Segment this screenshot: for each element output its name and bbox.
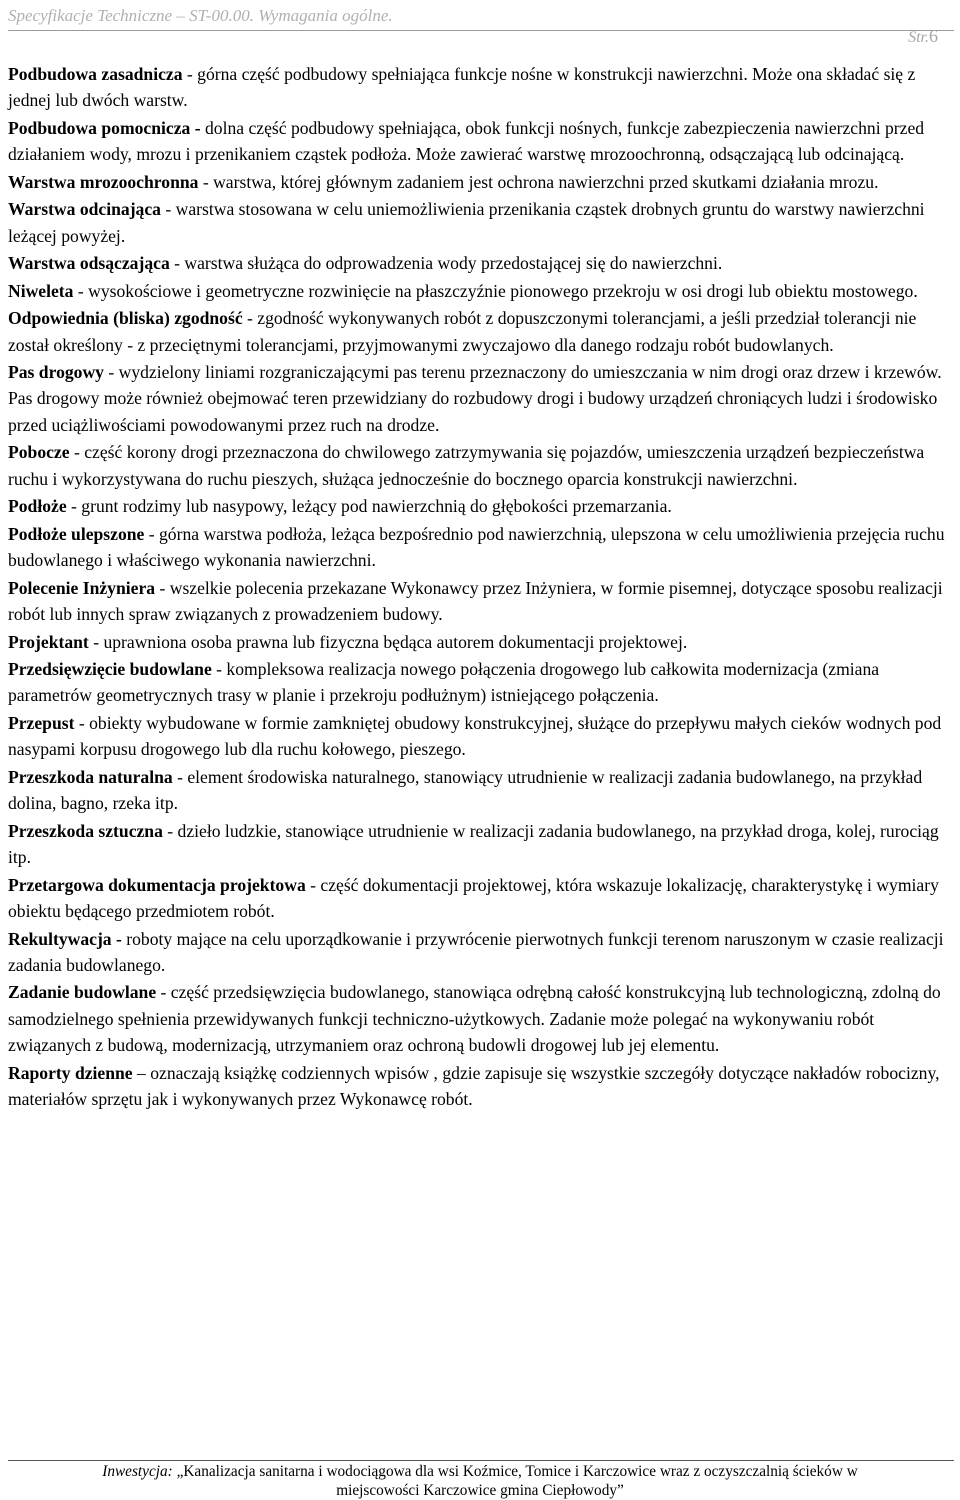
footer-line-1-text: „Kanalizacja sanitarna i wodociągowa dla wsi Koźmice, Tomice i Karczowice wraz z oczyszczalnią ścieków w bbox=[172, 1463, 858, 1480]
footer-divider bbox=[8, 1460, 954, 1461]
definition-text: - górna część podbudowy spełniająca funkcje nośne w konstrukcji nawierzchni. Może ona składać się z jednej lub dwóch warstw. bbox=[8, 64, 916, 111]
definition-term: Raporty dzienne bbox=[8, 1062, 133, 1083]
definition-text: - uprawniona osoba prawna lub fizyczna będąca autorem dokumentacji projektowej. bbox=[88, 631, 688, 652]
definition-entry bbox=[8, 493, 954, 519]
definition-term: Podbudowa zasadnicza bbox=[8, 64, 183, 84]
definition-text: - obiekty wybudowane w formie zamkniętej obudowy konstrukcyjnej, służące do przepływu małych cieków wodnych pod nasypami korpusu drogowego lub dla ruchu kołowego, pieszego. bbox=[8, 712, 942, 760]
page-header bbox=[0, 0, 960, 46]
page-footer bbox=[0, 1456, 960, 1500]
definition-entry bbox=[8, 764, 954, 817]
definition-entry bbox=[8, 979, 954, 1058]
definition-term: Warstwa mrozoochronna bbox=[8, 171, 199, 192]
definition-term: Przetargowa dokumentacja projektowa bbox=[8, 874, 306, 895]
definition-text: - kompleksowa realizacja nowego połączenia drogowego lub całkowita modernizacja (zmiana parametrów geometrycznych trasy w planie i przekroju podłużnym) istniejącego połączenia. bbox=[8, 658, 880, 706]
definition-text: - górna warstwa podłoża, leżąca bezpośrednio pod nawierzchnią, ulepszona w celu umożliwienia przejęcia ruchu budowlanego i właściwego wykonania nawierzchni. bbox=[8, 523, 945, 571]
definition-term: Podłoże bbox=[8, 496, 67, 517]
definition-entry bbox=[8, 872, 954, 925]
page-number-value: 6 bbox=[929, 26, 938, 46]
definition-entry bbox=[8, 305, 954, 358]
definition-text: - część korony drogi przeznaczona do chwilowego zatrzymywania się pojazdów, umieszczenia urządzeń bezpieczeństwa ruchu i wykorzystywana do ruchu pieszych, służąca jednocześnie do bocznego oparcia konstrukcji nawierzchni. bbox=[8, 442, 925, 489]
definition-text: - część przedsięwzięcia budowlanego, stanowiąca odrębną całość konstrukcyjną lub technologiczną, zdolną do samodzielnego spełnienia przewidywanych funkcji techniczno-użytkowych. Zadanie może polegać na wykonywaniu robót związanych z budową, modernizacją, utrzymaniem oraz ochroną budowli drogowej lub jej elementu. bbox=[8, 982, 941, 1056]
definition-text: - warstwa służąca do odprowadzenia wody przedostającej się do nawierzchni. bbox=[169, 253, 723, 274]
definition-entry bbox=[8, 818, 954, 871]
footer-line-2: miejscowości Karczowice gmina Ciepłowody” bbox=[336, 1482, 624, 1499]
definition-term: Przedsięwzięcie budowlane bbox=[8, 658, 212, 679]
definition-entry bbox=[8, 1060, 954, 1113]
definition-text: roboty mające na celu uporządkowanie i przywrócenie pierwotnych funkcji terenom naruszonym w czasie realizacji zadania budowlanego. bbox=[8, 928, 944, 975]
definition-text: - zgodność wykonywanych robót z dopuszczonymi tolerancjami, a jeśli przedział tolerancji nie został określony - z przeciętnymi tolerancjami, przyjmowanymi zwyczajowo dla danego rodzaju robót budowlanych. bbox=[8, 308, 917, 355]
definition-text: - warstwa, której głównym zadaniem jest ochrona nawierzchni przed skutkami działania mrozu. bbox=[198, 171, 879, 192]
definition-text: - część dokumentacji projektowej, która wskazuje lokalizację, charakterystykę i wymiary obiektu będącego przedmiotem robót. bbox=[8, 874, 939, 922]
footer-line-1 bbox=[0, 1462, 960, 1481]
definition-entry bbox=[8, 926, 954, 979]
definition-text: - wydzielony liniami rozgraniczającymi pas terenu przeznaczony do umieszczania w nim drogi oraz drzew i krzewów. Pas drogowy może również obejmować teren przewidziany do rozbudowy drogi i budowy urządzeń chroniących ludzi i środowisko przed uciążliwościami powodowanymi przez ruch na drodze. bbox=[8, 361, 942, 435]
definitions-list bbox=[8, 61, 954, 1114]
footer-label: Inwestycja: bbox=[102, 1463, 173, 1480]
definition-term: Niweleta bbox=[8, 280, 74, 301]
definition-entry bbox=[8, 710, 954, 763]
definition-term: Zadanie budowlane bbox=[8, 982, 157, 1003]
definition-text: - wysokościowe i geometryczne rozwinięcie na płaszczyźnie pionowego przekroju w osi drogi lub obiektu mostowego. bbox=[73, 280, 918, 301]
definition-term: Przepust bbox=[8, 712, 75, 733]
definition-entry bbox=[8, 656, 954, 709]
footer-investment bbox=[0, 1462, 960, 1500]
definition-term: Warstwa odsączająca bbox=[8, 253, 170, 274]
definition-term: Podłoże ulepszone bbox=[8, 523, 145, 544]
header-divider bbox=[8, 30, 954, 31]
definition-text: - element środowiska naturalnego, stanowiący utrudnienie w realizacji zadania budowlanego, na przykład dolina, bagno, rzeka itp. bbox=[8, 766, 923, 814]
definition-entry bbox=[8, 115, 954, 168]
definition-entry bbox=[8, 439, 954, 492]
definition-entry bbox=[8, 521, 954, 574]
header-title: Specyfikacje Techniczne – ST-00.00. Wymagania ogólne. bbox=[8, 6, 393, 25]
definition-term: Przeszkoda sztuczna bbox=[8, 820, 163, 841]
definition-term: Odpowiednia (bliska) zgodność bbox=[8, 308, 243, 329]
definition-text: - grunt rodzimy lub nasypowy, leżący pod nawierzchnią do głębokości przemarzania. bbox=[66, 496, 672, 517]
definition-term: Polecenie Inżyniera bbox=[8, 577, 156, 598]
definition-entry bbox=[8, 61, 954, 114]
definition-entry bbox=[8, 196, 954, 249]
definition-term: Podbudowa pomocnicza - bbox=[8, 117, 201, 138]
definition-text: - wszelkie polecenia przekazane Wykonawcy przez Inżyniera, w formie pisemnej, dotyczące sposobu realizacji robót lub innych spraw związanych z prowadzeniem budowy. bbox=[8, 577, 943, 625]
definition-term: Rekultywacja - bbox=[8, 928, 122, 949]
definition-text: dolna część podbudowy spełniająca, obok funkcji nośnych, funkcje zabezpieczenia nawierzchni przed działaniem wody, mrozu i przenikaniem cząstek podłoża. Może zawierać warstwę mrozoochronną, odsączającą lub odcinającą. bbox=[8, 117, 925, 165]
definition-entry bbox=[8, 250, 954, 276]
definition-text: - warstwa stosowana w celu uniemożliwienia przenikania cząstek drobnych gruntu do warstwy nawierzchni leżącej powyżej. bbox=[8, 199, 925, 246]
definition-term: Przeszkoda naturalna bbox=[8, 766, 173, 787]
definition-text: - dzieło ludzkie, stanowiące utrudnienie w realizacji zadania budowlanego, na przykład droga, kolej, rurociąg itp. bbox=[8, 820, 939, 868]
definition-text: – oznaczają książkę codziennych wpisów , gdzie zapisuje się wszystkie szczegóły dotyczące nakładów robocizny, materiałów sprzętu jak i wykonywanych przez Wykonawcę robót. bbox=[8, 1062, 940, 1110]
definition-entry bbox=[8, 575, 954, 628]
page-number bbox=[908, 26, 938, 47]
definition-entry bbox=[8, 359, 954, 438]
definition-entry bbox=[8, 278, 954, 304]
page-number-prefix: Str. bbox=[908, 29, 929, 46]
definition-term: Pas drogowy bbox=[8, 361, 104, 382]
definition-entry bbox=[8, 629, 954, 655]
definition-term: Projektant bbox=[8, 631, 89, 652]
definition-term: Warstwa odcinająca bbox=[8, 199, 161, 220]
definition-term: Pobocze bbox=[8, 442, 70, 463]
definition-entry bbox=[8, 169, 954, 195]
